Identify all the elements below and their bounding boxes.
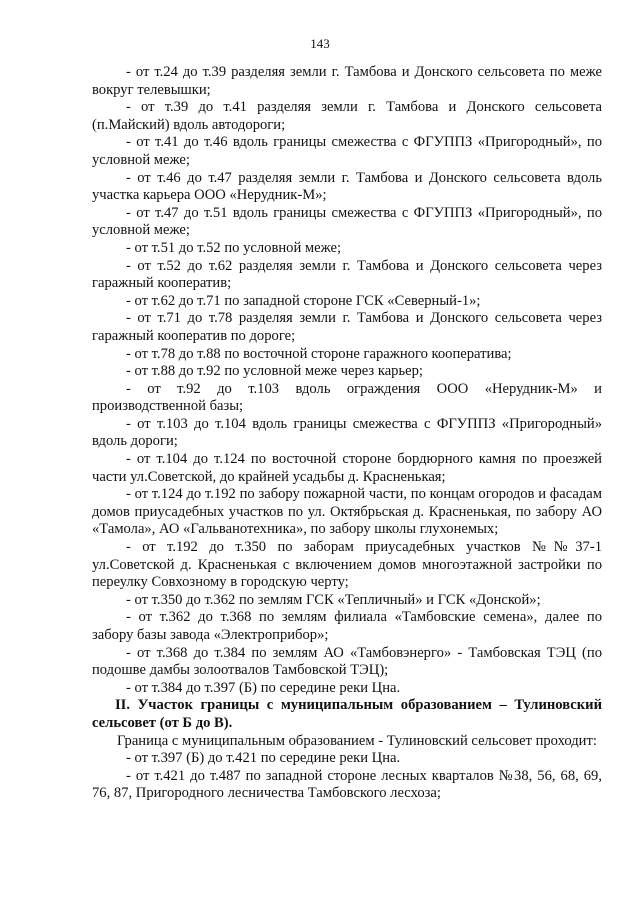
section-intro: Граница с муниципальным образованием - Тулиновский сельсовет проходит: <box>117 732 597 749</box>
paragraph: - от т.92 до т.103 вдоль ограждения ООО «Нерудник-М» и производственной базы; <box>92 380 602 415</box>
paragraph: - от т.124 до т.192 по забору пожарной части, по концам огородов и фасадам домов приусадебных участков по ул. Октябрьская д. Красненькая, по забору АО «Тамола», АО «Гальванотехника», по забору школы глухонемых; <box>92 486 602 538</box>
paragraph: - от т.384 до т.397 (Б) по середине реки Цна. <box>126 679 401 696</box>
paragraph: - от т.41 до т.46 вдоль границы смежества с ФГУППЗ «Пригородный», по условной меже; <box>92 134 602 168</box>
paragraph: - от т.103 до т.104 вдоль границы смежества с ФГУППЗ «Пригородный» вдоль дороги; <box>92 415 602 450</box>
document-body <box>92 64 602 803</box>
paragraph: - от т.78 до т.88 по восточной стороне гаражного кооператива; <box>126 345 512 362</box>
paragraph: - от т.47 до т.51 вдоль границы смежества с ФГУППЗ «Пригородный», по условной меже; <box>92 204 602 239</box>
paragraph: - от т.421 до т.487 по западной стороне лесных кварталов №38, 56, 68, 69, 76, 87, Пригородного лесничества Тамбовского лесхоза; <box>92 767 602 802</box>
paragraph: - от т.88 до т.92 по условной меже через карьер; <box>126 363 423 380</box>
paragraph: - от т.39 до т.41 разделяя земли г. Тамбова и Донского сельсовета (п.Майский) вдоль автодороги; <box>92 99 602 133</box>
paragraph: - от т.362 до т.368 по землям филиала «Тамбовские семена», далее по забору базы завода «Электроприбор»; <box>92 609 602 643</box>
paragraph: - от т.24 до т.39 разделяя земли г. Тамбова и Донского сельсовета по меже вокруг телевышки; <box>92 64 602 98</box>
paragraph: - от т.46 до т.47 разделяя земли г. Тамбова и Донского сельсовета вдоль участка карьера ООО «Нерудник-М»; <box>92 169 602 204</box>
paragraph: - от т.104 до т.124 по восточной стороне бордюрного камня по проезжей части ул.Советской, до крайней усадьбы д. Красненькая; <box>92 451 602 485</box>
paragraph: - от т.71 до т.78 разделяя земли г. Тамбова и Донского сельсовета через гаражный кооператив по дороге; <box>92 310 602 344</box>
paragraph: - от т.192 до т.350 по заборам приусадебных участков №№37-1 ул.Советской д. Красненькая с включением домов многоэтажной застройки по переулку Совхозному в городскую черту; <box>92 539 602 591</box>
paragraph: - от т.397 (Б) до т.421 по середине реки Цна. <box>126 750 401 767</box>
paragraph: - от т.350 до т.362 по землям ГСК «Тепличный» и ГСК «Донской»; <box>126 591 541 608</box>
paragraph: - от т.62 до т.71 по западной стороне ГСК «Северный-1»; <box>126 292 481 309</box>
paragraph: - от т.52 до т.62 разделяя земли г. Тамбова и Донского сельсовета через гаражный кооператив; <box>92 257 602 292</box>
paragraph: - от т.368 до т.384 по землям АО «Тамбовэнерго» - Тамбовская ТЭЦ (по подошве дамбы золоотвалов Тамбовской ТЭЦ); <box>92 644 602 679</box>
page-number: 143 <box>310 36 330 51</box>
paragraph: - от т.51 до т.52 по условной меже; <box>126 239 342 256</box>
section-heading: II. Участок границы с муниципальным образованием – Тулиновский сельсовет (от Б до В). <box>92 697 602 731</box>
